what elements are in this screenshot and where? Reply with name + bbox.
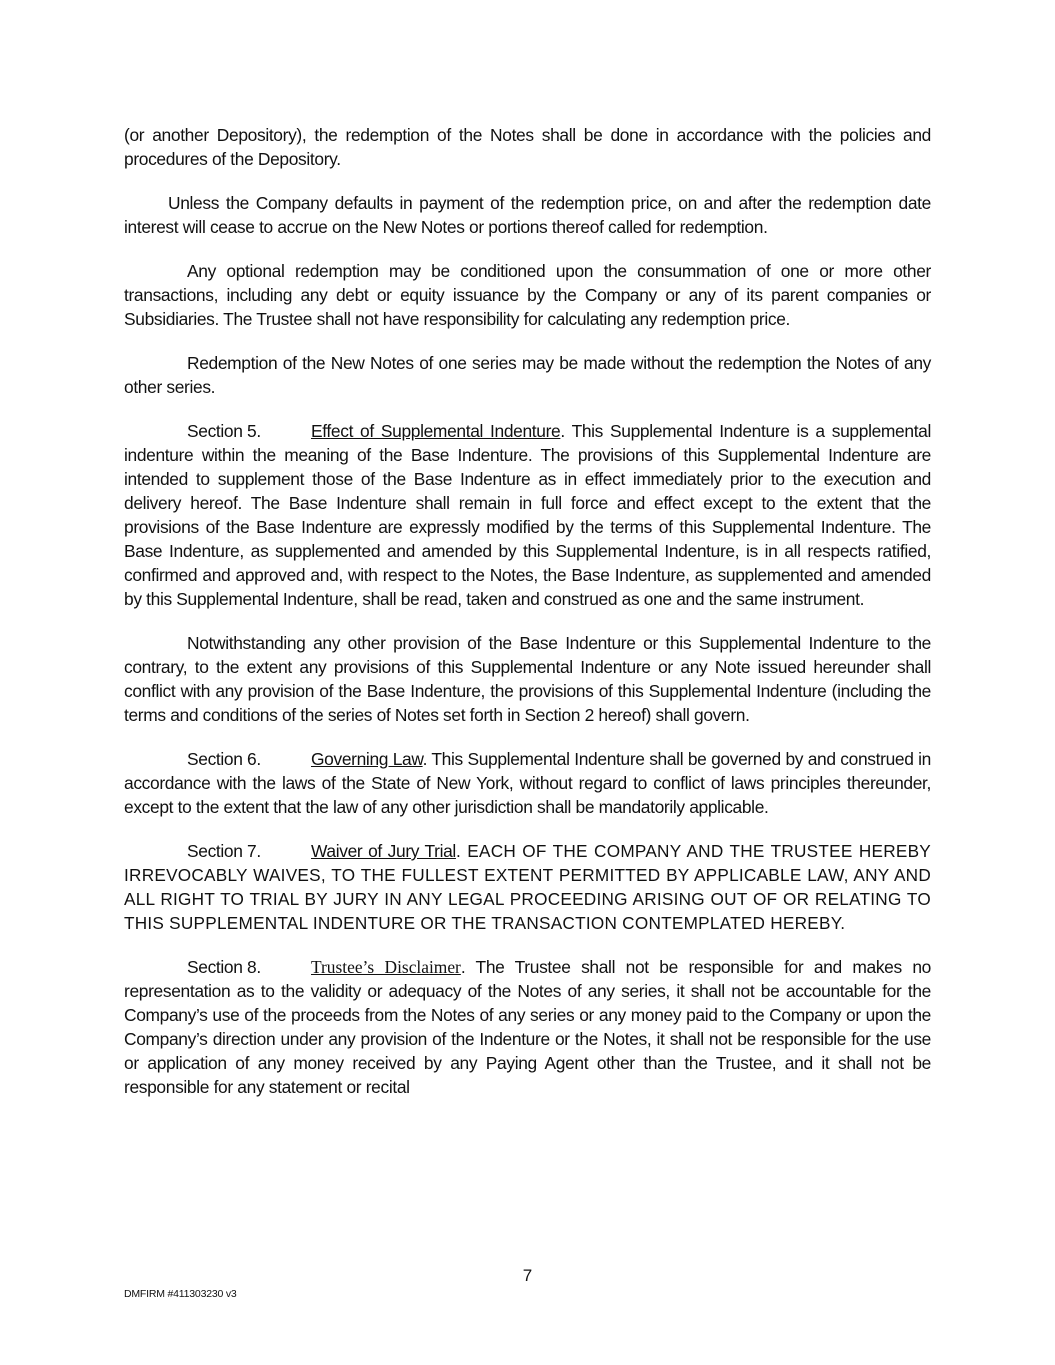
- section-5-title: Effect of Supplemental Indenture: [311, 421, 561, 441]
- section-8-body: . The Trustee shall not be responsible for and makes no representation as to the validity or adequacy of the Notes of any series, it shall not be accountable for the Company’s use of the proceeds from the Notes of any series or any money paid to the Company or upon the Company’s direction under any provision of the Indenture or the Notes, it shall not be responsible for the use or application of any money received by any Paying Agent other than the Trustee, and it shall not be responsible for any statement or recital: [124, 957, 932, 1097]
- section-5: [124, 419, 931, 611]
- section-8: [124, 955, 931, 1099]
- section-6: [124, 747, 931, 819]
- paragraph-notwithstanding: Notwithstanding any other provision of the Base Indenture or this Supplemental Indenture to the contrary, to the extent any provisions of this Supplemental Indenture or any Note issued hereunder shall conflict with any provision of the Base Indenture, the provisions of this Supplemental Indenture (including the terms and conditions of the series of Notes set forth in Section 2 hereof) shall govern.: [124, 633, 931, 725]
- section-7: [124, 839, 931, 935]
- section-6-number: Section 6.: [187, 749, 261, 769]
- page-number: 7: [522, 1266, 533, 1285]
- section-6-title: Governing Law: [311, 749, 423, 769]
- document-page: [124, 123, 931, 1119]
- section-6-body: . This Supplemental Indenture shall be governed by and construed in accordance with the laws of the State of New York, without regard to conflict of laws principles thereunder, except to the extent that the law of any other jurisdiction shall be mandatorily applicable.: [124, 749, 931, 817]
- section-7-number: Section 7.: [187, 841, 261, 861]
- section-7-title: Waiver of Jury Trial: [311, 841, 456, 861]
- section-8-number: Section 8.: [187, 957, 261, 977]
- document-id: DMFIRM #411303230 v3: [124, 1288, 237, 1300]
- section-7-body: . EACH OF THE COMPANY AND THE TRUSTEE HEREBY IRREVOCABLY WAIVES, TO THE FULLEST EXTENT PERMITTED BY APPLICABLE LAW, ANY AND ALL RIGHT TO TRIAL BY JURY IN ANY LEGAL PROCEEDING ARISING OUT OF OR RELATING TO THIS SUPPLEMENTAL INDENTURE OR THE TRANSACTION CONTEMPLATED HEREBY.: [124, 841, 931, 933]
- section-5-number: Section 5.: [187, 421, 261, 441]
- paragraph-interest-cease: Unless the Company defaults in payment of the redemption price, on and after the redemption date interest will cease to accrue on the New Notes or portions thereof called for redemption.: [124, 193, 931, 237]
- paragraph-redemption-policies: (or another Depository), the redemption of the Notes shall be done in accordance with the policies and procedures of the Depository.: [124, 125, 931, 169]
- section-8-title: Trustee’s Disclaimer: [311, 957, 461, 977]
- section-5-body: . This Supplemental Indenture is a supplemental indenture within the meaning of the Base Indenture. The provisions of this Supplemental Indenture are intended to supplement those of the Base Indenture as in effect immediately prior to the execution and delivery hereof. The Base Indenture shall remain in full force and effect except to the extent that the provisions of the Base Indenture are expressly modified by the terms of this Supplemental Indenture. The Base Indenture, as supplemented and amended by this Supplemental Indenture, is in all respects ratified, confirmed and approved and, with respect to the Notes, the Base Indenture, as supplemented and amended by this Supplemental Indenture, shall be read, taken and construed as one and the same instrument.: [124, 421, 932, 609]
- paragraph-series-redemption: Redemption of the New Notes of one series may be made without the redemption the Notes of any other series.: [124, 353, 931, 397]
- paragraph-optional-redemption: Any optional redemption may be conditioned upon the consummation of one or more other transactions, including any debt or equity issuance by the Company or any of its parent companies or Subsidiaries. The Trustee shall not have responsibility for calculating any redemption price.: [124, 261, 931, 329]
